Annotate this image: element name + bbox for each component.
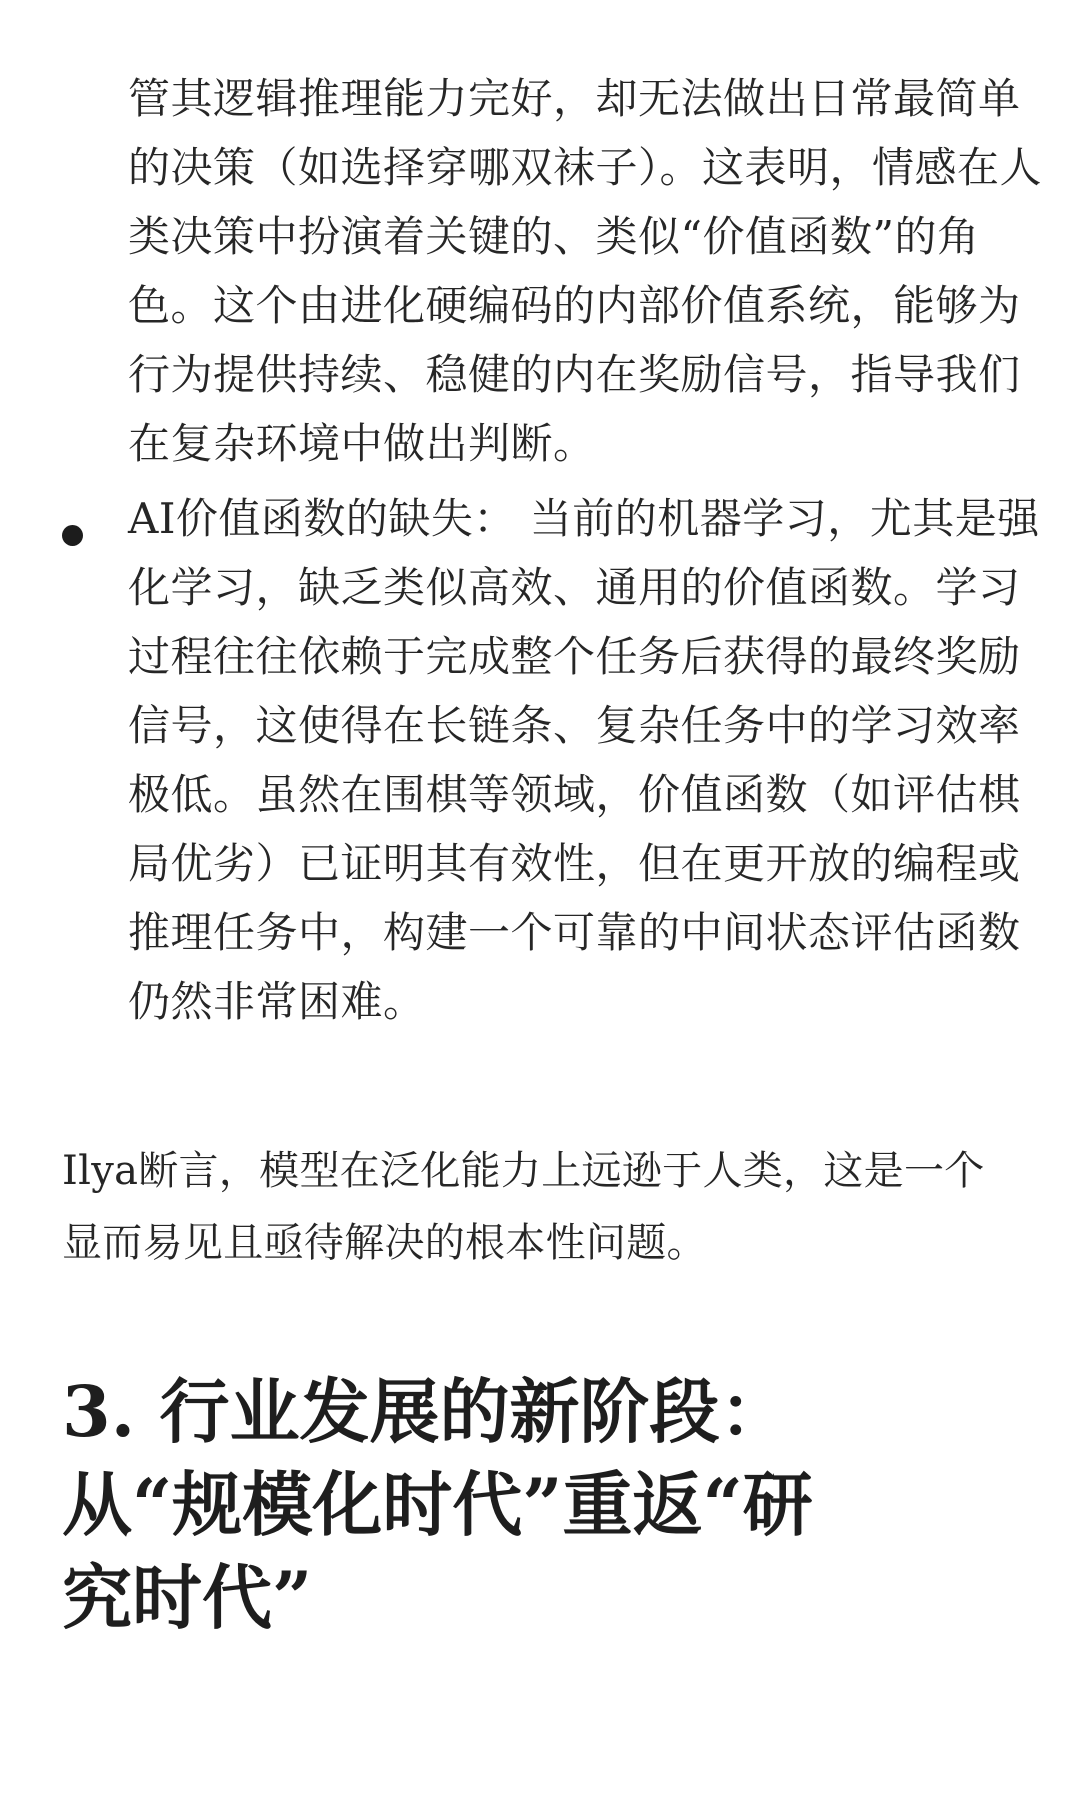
text-line: 极低。虽然在围棋等领域，价值函数（如评估棋 xyxy=(128,770,1021,819)
text-line: 仍然非常困难。 xyxy=(128,977,426,1026)
text-line: 化学习，缺乏类似高效、通用的价值函数。学习 xyxy=(128,563,1021,612)
heading-line: 3. 行业发展的新阶段： xyxy=(62,1370,790,1453)
section-heading xyxy=(62,1365,1022,1644)
text-line: 色。这个由进化硬编码的内部价值系统，能够为 xyxy=(128,281,1021,330)
text-line: 信号，这使得在长链条、复杂任务中的学习效率 xyxy=(128,701,1021,750)
text-line: 显而易见且亟待解决的根本性问题。 xyxy=(62,1220,707,1266)
text-line: AI价值函数的缺失： 当前的机器学习，尤其是强 xyxy=(128,494,1040,543)
summary-paragraph xyxy=(62,1135,1012,1279)
text-line: 在复杂环境中做出判断。 xyxy=(128,419,596,468)
text-line: 的决策（如选择穿哪双袜子）。这表明，情感在人 xyxy=(128,143,1043,192)
text-line: 类决策中扮演着关键的、类似“价值函数”的角 xyxy=(128,212,980,261)
text-line: 过程往往依赖于完成整个任务后获得的最终奖励 xyxy=(128,632,1021,681)
text-line: 推理任务中，构建一个可靠的中间状态评估函数 xyxy=(128,908,1021,957)
text-line: 行为提供持续、稳健的内在奖励信号，指导我们 xyxy=(128,350,1021,399)
bullet-icon xyxy=(62,525,83,546)
continuation-paragraph xyxy=(128,64,1043,478)
heading-line: 从“规模化时代”重返“研 xyxy=(62,1463,813,1546)
list-item-text xyxy=(128,484,1040,1036)
heading-line: 究时代” xyxy=(62,1556,313,1639)
text-line: 局优劣）已证明其有效性，但在更开放的编程或 xyxy=(128,839,1021,888)
text-line: Ilya断言，模型在泛化能力上远逊于人类，这是一个 xyxy=(62,1148,985,1194)
text-line: 管其逻辑推理能力完好，却无法做出日常最简单 xyxy=(128,74,1021,123)
